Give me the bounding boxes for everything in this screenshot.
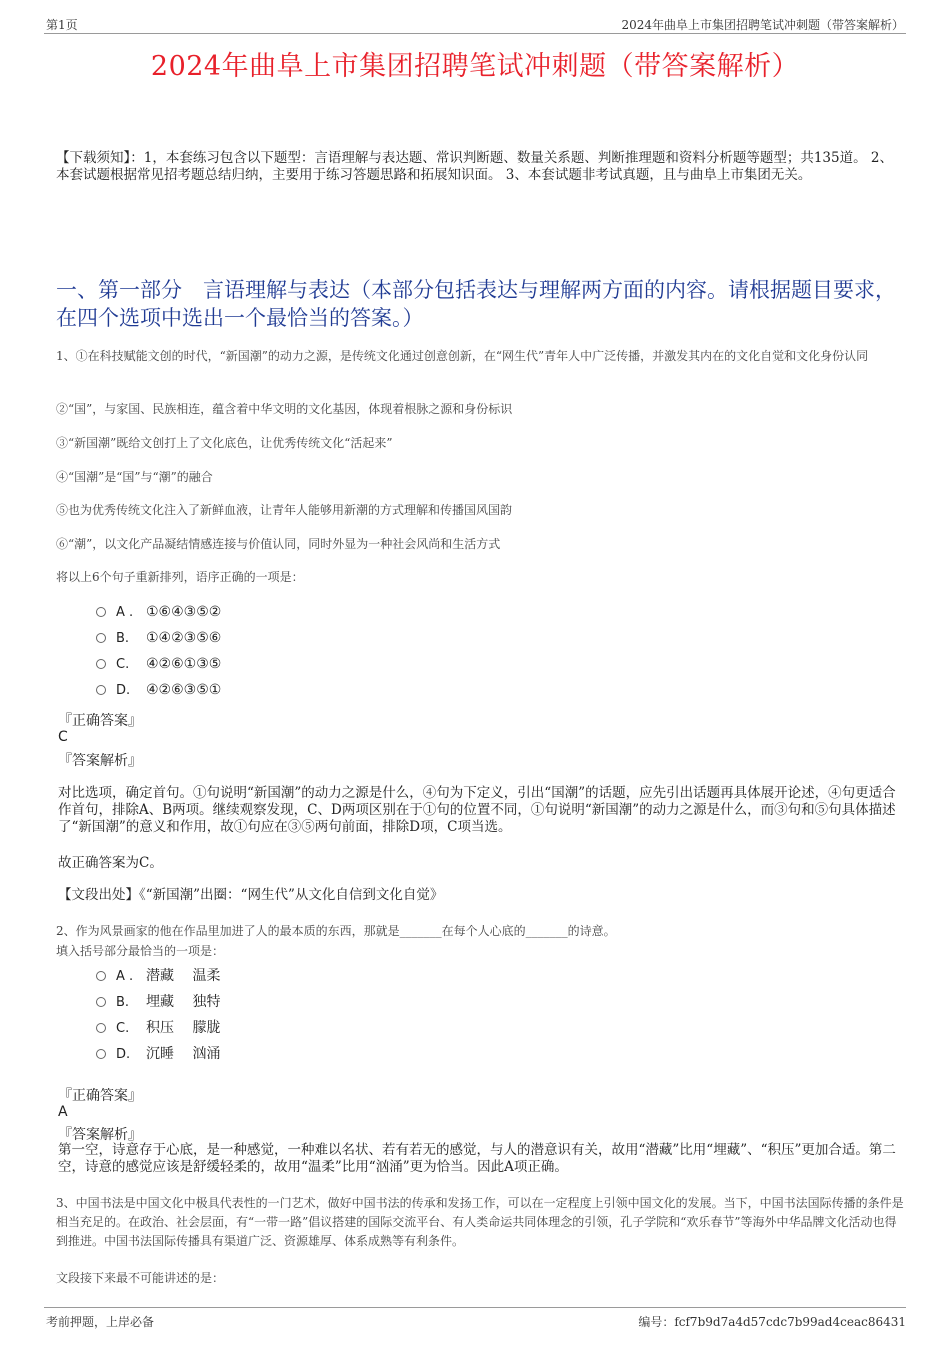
footer-slogan: 考前押题，上岸必备 [46,1315,155,1329]
q3-stem: 3、中国书法是中国文化中极具代表性的一门艺术，做好中国书法的传承和发扬工作，可以在一定程度上引领中国文化的发展。当下，中国书法国际传播的条件是相当充足的。在政治、社会层面，有“一带一路”倡议搭建的国际交流平台、有人类命运共同体理念的引领，孔子学院和“欢乐春节”等海外中华品牌文化活动也得到推进。中国书法国际传播具有渠道广泛、资源雄厚、体系成熟等有利条件。 [56,1196,904,1248]
option-text: ①⑥④③⑤② [146,604,222,620]
q2-analysis: 第一空，诗意存于心底，是一种感觉，一种难以名状、若有若无的感觉，与人的潜意识有关，故用“潜藏”比用“埋藏”、“积压”更加合适。第二空，诗意的感觉应该是舒缓轻柔的，故用“温柔”比用“汹涌”更为恰当。因此A项正确。 [58,1142,896,1175]
header-doc-title: 2024年曲阜上市集团招聘笔试冲刺题（带答案解析） [621,18,904,32]
option-label: B. [116,995,130,1010]
radio-icon[interactable] [96,971,106,981]
option-label: A . [116,969,134,984]
footer-doc-code: 编号：fcf7b9d7a4d57cdc7b99ad4ceac86431 [638,1315,906,1329]
q1-sentence-3: ③“新国潮”既给文创打上了文化底色，让优秀传统文化“活起来” [56,436,393,450]
radio-icon[interactable] [96,633,106,643]
q2-prompt: 填入括号部分最恰当的一项是： [56,944,225,958]
q2-answer-heading: 『正确答案』 [58,1088,142,1104]
q1-option-b[interactable] [96,630,221,650]
option-text: ④②⑥①③⑤ [146,656,222,672]
q1-sentence-6: ⑥“潮”，以文化产品凝结情感连接与价值认同，同时外显为一种社会风尚和生活方式 [56,537,501,551]
option-text: 潜藏 温柔 [146,968,221,984]
footer-divider [44,1307,906,1308]
option-text: 沉睡 汹涌 [146,1046,221,1062]
q1-conclusion: 故正确答案为C。 [58,855,163,871]
q2-stem: 2、作为风景画家的他在作品里加进了人的最本质的东西，那就是_______在每个人心底的_______的诗意。 [56,924,616,938]
q2-option-d[interactable] [96,1043,220,1063]
document-title: 2024年曲阜上市集团招聘笔试冲刺题（带答案解析） [150,51,800,82]
q1-source: 【文段出处】《“新国潮”出圈：“网生代”从文化自信到文化自觉》 [58,887,444,903]
section-heading: 一、第一部分 言语理解与表达（本部分包括表达与理解两方面的内容。请根据题目要求，在四个选项中选出一个最恰当的答案。） [56,278,896,330]
q1-analysis: 对比选项，确定首句。①句说明“新国潮”的动力之源是什么，④句为下定义，引出“国潮”的话题，应先引出话题再具体展开论述，④句更适合作首句，排除A、B两项。继续观察发现，C、D两项区别在于①句的位置不同，①句说明“新国潮”的动力之源是什么，而③句和⑤句具体描述了“新国潮”的意义和作用，故①句应在③⑤两句前面，排除D项，C项当选。 [58,785,896,835]
q1-sentence-4: ④“国潮”是“国”与“潮”的融合 [56,470,213,484]
radio-icon[interactable] [96,997,106,1007]
q2-answer-value: A [58,1104,68,1120]
option-label: D. [116,1047,131,1062]
radio-icon[interactable] [96,659,106,669]
header-divider [44,33,906,34]
option-text: 埋藏 独特 [146,994,221,1010]
option-text: 积压 朦胧 [146,1020,221,1036]
q1-option-d[interactable] [96,682,221,702]
option-text: ④②⑥③⑤① [146,682,222,698]
option-label: B. [116,631,130,646]
q1-prompt: 将以上6个句子重新排列，语序正确的一项是： [56,570,304,584]
q3-prompt: 文段接下来最不可能讲述的是： [56,1271,225,1285]
radio-icon[interactable] [96,1023,106,1033]
q1-sentence-2: ②“国”，与家国、民族相连，蕴含着中华文明的文化基因，体现着根脉之源和身份标识 [56,402,513,416]
q1-option-c[interactable] [96,656,221,676]
q1-stem: 1、①在科技赋能文创的时代，“新国潮”的动力之源，是传统文化通过创意创新，在“网生代”青年人中广泛传播，并激发其内在的文化自觉和文化身份认同 [56,349,869,363]
option-label: C. [116,657,130,672]
q2-analysis-heading: 『答案解析』 [58,1127,142,1143]
option-label: D. [116,683,131,698]
q2-option-a[interactable] [96,965,220,985]
q1-sentence-5: ⑤也为优秀传统文化注入了新鲜血液，让青年人能够用新潮的方式理解和传播国风国韵 [56,503,513,517]
download-notice: 【下载须知】：1，本套练习包含以下题型：言语理解与表达题、常识判断题、数量关系题、判断推理题和资料分析题等题型；共135道。 2、本套试题根据常见招考题总结归纳，主要用于练习答题思路和拓展知识面。 3、本套试题非考试真题，且与曲阜上市集团无关。 [56,150,893,183]
q1-analysis-heading: 『答案解析』 [58,753,142,769]
option-label: A . [116,605,134,620]
option-text: ①④②③⑤⑥ [146,630,222,646]
q1-answer-value: C [58,729,68,745]
q1-option-a[interactable] [96,604,221,624]
q2-option-b[interactable] [96,991,220,1011]
option-label: C. [116,1021,130,1036]
q1-answer-heading: 『正确答案』 [58,713,142,729]
radio-icon[interactable] [96,1049,106,1059]
radio-icon[interactable] [96,685,106,695]
radio-icon[interactable] [96,607,106,617]
q2-option-c[interactable] [96,1017,220,1037]
page-number: 第1页 [46,18,78,32]
